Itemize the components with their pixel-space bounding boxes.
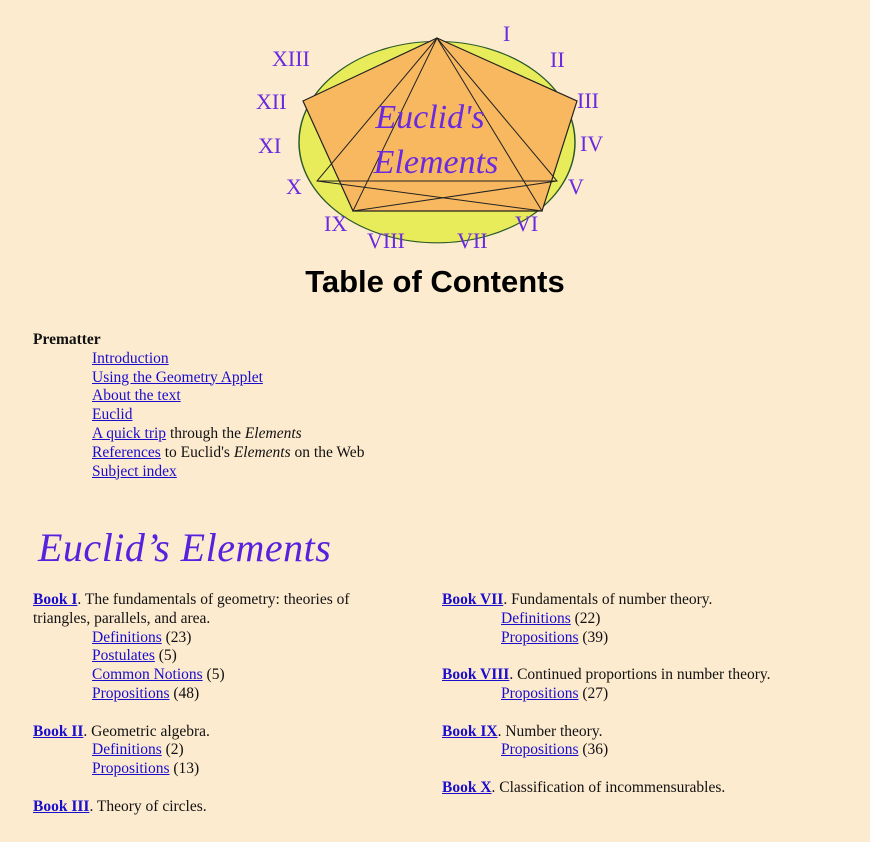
- book-7-desc: . Fundamentals of number theory.: [503, 591, 713, 608]
- numeral-x: X: [286, 174, 302, 199]
- book-8-desc: . Continued proportions in number theory.: [509, 666, 771, 684]
- book-2-definitions-link[interactable]: Definitions: [92, 741, 162, 759]
- book-7-definitions-count: (22): [570, 609, 601, 627]
- book-2-desc: . Geometric algebra.: [83, 722, 210, 740]
- book-7-propositions-count: (39): [578, 628, 609, 646]
- book-10-link[interactable]: Book X: [442, 778, 492, 796]
- book-3-desc: . Theory of circles.: [89, 797, 207, 815]
- book-1-propositions-count: (48): [169, 684, 200, 702]
- books-right-column: [442, 591, 852, 817]
- references-text: to Euclid's: [160, 443, 234, 461]
- book-9-propositions-link[interactable]: Propositions: [501, 741, 579, 759]
- book-10: [442, 779, 852, 798]
- book-9-link[interactable]: Book IX: [442, 722, 498, 740]
- references-elements: Elements: [233, 443, 291, 461]
- introduction-link[interactable]: Introduction: [92, 349, 169, 367]
- numeral-iii: III: [577, 88, 599, 113]
- book-2-propositions-link[interactable]: Propositions: [92, 760, 170, 778]
- book-1-desc: . The fundamentals of geometry: theories of triangles, parallels, and area.: [33, 591, 350, 627]
- prematter-label: Prematter: [33, 331, 101, 348]
- numeral-xii: XII: [256, 89, 287, 114]
- numeral-xi: XI: [258, 133, 282, 158]
- books-left-column: [33, 591, 373, 835]
- references-line: [33, 444, 422, 463]
- numeral-vi: VI: [515, 211, 539, 236]
- quick-trip-link[interactable]: A quick trip: [92, 424, 167, 442]
- numeral-ii: II: [550, 47, 565, 72]
- logo-title-line1: Euclid's: [375, 99, 485, 136]
- book-7-propositions-link[interactable]: Propositions: [501, 628, 579, 646]
- book-8: [442, 666, 852, 704]
- book-7-definitions-link[interactable]: Definitions: [501, 609, 571, 627]
- book-1-common-notions-count: (5): [202, 666, 225, 684]
- geometry-applet-link[interactable]: Using the Geometry Applet: [92, 368, 263, 386]
- numeral-v: V: [568, 174, 584, 199]
- numeral-ix: IX: [324, 211, 348, 236]
- logo-title-line2: Elements: [373, 144, 499, 181]
- subject-index-link[interactable]: Subject index: [92, 462, 177, 480]
- book-8-propositions-link[interactable]: Propositions: [501, 684, 579, 702]
- euclid-link[interactable]: Euclid: [92, 406, 133, 424]
- book-1-common-notions-link[interactable]: Common Notions: [92, 666, 203, 684]
- book-1-definitions-link[interactable]: Definitions: [92, 628, 162, 646]
- references-tail: on the Web: [290, 443, 365, 461]
- book-9-propositions-count: (36): [578, 741, 609, 759]
- quick-trip-text: through the: [166, 424, 245, 442]
- book-8-propositions-count: (27): [578, 684, 609, 702]
- elements-section-title: Euclid’s Elements: [38, 525, 332, 570]
- book-2-propositions-count: (13): [169, 760, 200, 778]
- book-2: [33, 723, 373, 779]
- numeral-vii: VII: [457, 228, 488, 253]
- quick-trip-line: [33, 425, 422, 444]
- numeral-xiii: XIII: [272, 46, 310, 71]
- book-1-postulates-link[interactable]: Postulates: [92, 647, 155, 665]
- book-1-postulates-count: (5): [154, 647, 177, 665]
- book-10-desc: . Classification of incommensurables.: [491, 778, 726, 796]
- book-1-propositions-link[interactable]: Propositions: [92, 684, 170, 702]
- book-9: [442, 723, 852, 761]
- book-1-definitions-count: (23): [161, 628, 192, 646]
- prematter-section: [33, 331, 422, 481]
- numeral-viii: VIII: [367, 228, 405, 253]
- book-3: [33, 798, 373, 817]
- numeral-iv: IV: [580, 131, 604, 156]
- book-2-link[interactable]: Book II: [33, 722, 84, 740]
- book-7: [442, 591, 852, 647]
- book-7-link[interactable]: Book VII: [442, 591, 504, 608]
- references-link[interactable]: References: [92, 443, 161, 461]
- book-9-desc: . Number theory.: [497, 722, 603, 740]
- euclid-elements-logo: [250, 18, 620, 258]
- book-3-link[interactable]: Book III: [33, 797, 90, 815]
- book-1-link[interactable]: Book I: [33, 591, 78, 608]
- book-8-link[interactable]: Book VIII: [442, 666, 510, 684]
- book-1: [33, 591, 373, 704]
- book-2-definitions-count: (2): [161, 741, 184, 759]
- about-text-link[interactable]: About the text: [92, 387, 181, 405]
- numeral-i: I: [503, 21, 511, 46]
- page-title: Table of Contents: [305, 264, 565, 299]
- quick-trip-elements: Elements: [244, 424, 302, 442]
